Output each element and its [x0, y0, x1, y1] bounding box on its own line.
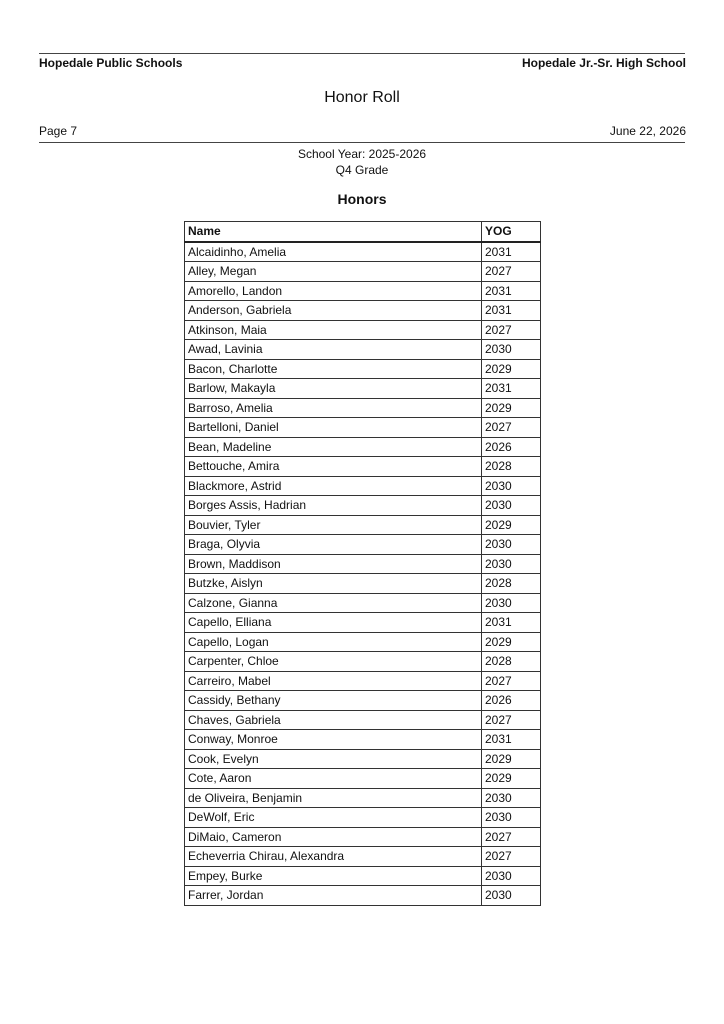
table-row — [185, 320, 541, 340]
yog-cell: 2030 — [482, 554, 541, 574]
table-row — [185, 632, 541, 652]
honor-roll-table — [184, 221, 541, 906]
student-name-cell: Anderson, Gabriela — [185, 301, 482, 321]
yog-cell: 2026 — [482, 691, 541, 711]
yog-cell: 2030 — [482, 340, 541, 360]
yog-cell: 2031 — [482, 242, 541, 262]
table-row — [185, 691, 541, 711]
table-row — [185, 769, 541, 789]
table-row — [185, 301, 541, 321]
yog-cell: 2026 — [482, 437, 541, 457]
student-name-cell: Carreiro, Mabel — [185, 671, 482, 691]
column-header-name: Name — [185, 222, 482, 242]
yog-cell: 2030 — [482, 788, 541, 808]
table-row — [185, 262, 541, 282]
yog-cell: 2029 — [482, 398, 541, 418]
table-row — [185, 398, 541, 418]
table-row — [185, 593, 541, 613]
yog-cell: 2031 — [482, 301, 541, 321]
header-top-rule — [39, 53, 685, 54]
yog-cell: 2030 — [482, 808, 541, 828]
yog-cell: 2030 — [482, 866, 541, 886]
student-name-cell: Atkinson, Maia — [185, 320, 482, 340]
student-name-cell: Blackmore, Astrid — [185, 476, 482, 496]
student-name-cell: Cote, Aaron — [185, 769, 482, 789]
student-name-cell: Bean, Madeline — [185, 437, 482, 457]
student-name-cell: Capello, Logan — [185, 632, 482, 652]
student-name-cell: Echeverria Chirau, Alexandra — [185, 847, 482, 867]
table-row — [185, 847, 541, 867]
table-row — [185, 730, 541, 750]
yog-cell: 2029 — [482, 769, 541, 789]
section-heading: Honors — [337, 191, 387, 207]
school-name: Hopedale Jr.-Sr. High School — [521, 56, 686, 70]
yog-cell: 2030 — [482, 593, 541, 613]
table-row — [185, 281, 541, 301]
yog-cell: 2031 — [482, 379, 541, 399]
student-name-cell: Bettouche, Amira — [185, 457, 482, 477]
table-row — [185, 515, 541, 535]
student-name-cell: Brown, Maddison — [185, 554, 482, 574]
yog-cell: 2027 — [482, 671, 541, 691]
report-date: June 22, 2026 — [609, 124, 686, 138]
table-row — [185, 242, 541, 262]
student-name-cell: Bouvier, Tyler — [185, 515, 482, 535]
student-name-cell: Chaves, Gabriela — [185, 710, 482, 730]
yog-cell: 2028 — [482, 457, 541, 477]
yog-cell: 2030 — [482, 476, 541, 496]
yog-cell: 2031 — [482, 613, 541, 633]
student-name-cell: de Oliveira, Benjamin — [185, 788, 482, 808]
table-row — [185, 418, 541, 438]
yog-cell: 2029 — [482, 359, 541, 379]
table-row — [185, 496, 541, 516]
table-row — [185, 886, 541, 906]
student-name-cell: Braga, Olyvia — [185, 535, 482, 555]
page-number: Page 7 — [39, 124, 78, 138]
table-row — [185, 437, 541, 457]
table-row — [185, 671, 541, 691]
yog-cell: 2027 — [482, 710, 541, 730]
student-name-cell: DeWolf, Eric — [185, 808, 482, 828]
student-name-cell: DiMaio, Cameron — [185, 827, 482, 847]
yog-cell: 2027 — [482, 847, 541, 867]
student-name-cell: Alley, Megan — [185, 262, 482, 282]
yog-cell: 2027 — [482, 827, 541, 847]
student-name-cell: Carpenter, Chloe — [185, 652, 482, 672]
yog-cell: 2029 — [482, 515, 541, 535]
table-body — [185, 242, 541, 906]
table-row — [185, 476, 541, 496]
student-name-cell: Alcaidinho, Amelia — [185, 242, 482, 262]
yog-cell: 2028 — [482, 574, 541, 594]
student-name-cell: Awad, Lavinia — [185, 340, 482, 360]
table-row — [185, 866, 541, 886]
student-name-cell: Capello, Elliana — [185, 613, 482, 633]
student-name-cell: Farrer, Jordan — [185, 886, 482, 906]
table-row — [185, 340, 541, 360]
table-row — [185, 379, 541, 399]
table-row — [185, 808, 541, 828]
yog-cell: 2030 — [482, 535, 541, 555]
yog-cell: 2027 — [482, 320, 541, 340]
student-name-cell: Empey, Burke — [185, 866, 482, 886]
table-row — [185, 749, 541, 769]
yog-cell: 2030 — [482, 886, 541, 906]
yog-cell: 2030 — [482, 496, 541, 516]
table-row — [185, 613, 541, 633]
student-name-cell: Borges Assis, Hadrian — [185, 496, 482, 516]
grade-period: Q4 Grade — [335, 163, 389, 177]
table-row — [185, 535, 541, 555]
student-name-cell: Calzone, Gianna — [185, 593, 482, 613]
yog-cell: 2027 — [482, 418, 541, 438]
table-row — [185, 574, 541, 594]
table-row — [185, 788, 541, 808]
student-name-cell: Barroso, Amelia — [185, 398, 482, 418]
district-name: Hopedale Public Schools — [39, 56, 183, 70]
header-bottom-rule — [39, 142, 685, 143]
table-row — [185, 710, 541, 730]
school-year: School Year: 2025-2026 — [297, 147, 427, 161]
yog-cell: 2028 — [482, 652, 541, 672]
student-name-cell: Amorello, Landon — [185, 281, 482, 301]
student-name-cell: Conway, Monroe — [185, 730, 482, 750]
table-header-row — [185, 222, 541, 242]
yog-cell: 2031 — [482, 730, 541, 750]
student-name-cell: Bacon, Charlotte — [185, 359, 482, 379]
yog-cell: 2029 — [482, 749, 541, 769]
table-row — [185, 457, 541, 477]
table-row — [185, 359, 541, 379]
yog-cell: 2029 — [482, 632, 541, 652]
column-header-yog: YOG — [482, 222, 541, 242]
student-name-cell: Bartelloni, Daniel — [185, 418, 482, 438]
table-row — [185, 652, 541, 672]
yog-cell: 2031 — [482, 281, 541, 301]
page-title: Honor Roll — [324, 89, 400, 106]
student-name-cell: Cook, Evelyn — [185, 749, 482, 769]
student-name-cell: Cassidy, Bethany — [185, 691, 482, 711]
table-row — [185, 554, 541, 574]
yog-cell: 2027 — [482, 262, 541, 282]
student-name-cell: Barlow, Makayla — [185, 379, 482, 399]
table-row — [185, 827, 541, 847]
student-name-cell: Butzke, Aislyn — [185, 574, 482, 594]
